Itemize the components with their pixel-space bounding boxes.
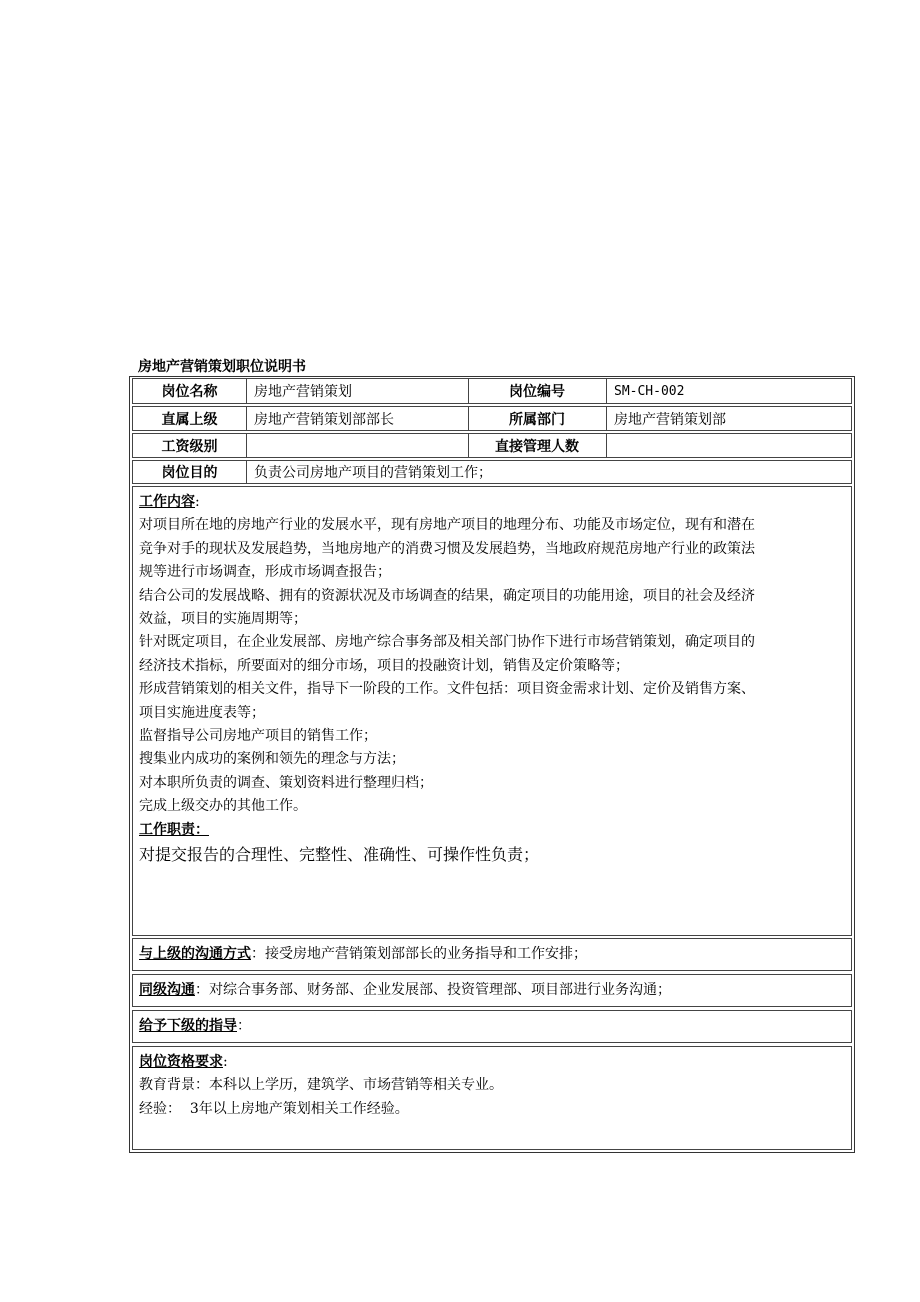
purpose-value: 负责公司房地产项目的营销策划工作； [254, 465, 492, 481]
row-superior [132, 406, 852, 431]
work-content-line: 对本职所负责的调查、策划资料进行整理归档； [139, 774, 433, 791]
education-requirement: 教育背景：本科以上学历，建筑学、市场营销等相关专业。 [139, 1077, 503, 1094]
peer-communication-text: ：对综合事务部、财务部、企业发展部、投资管理部、项目部进行业务沟通； [195, 981, 671, 998]
work-content-heading: 工作内容 [139, 494, 195, 510]
superior-communication-text: ：接受房地产营销策划部部长的业务指导和工作安排； [251, 945, 587, 962]
position-no-value: SM-CH-002 [614, 383, 685, 399]
row-salary [132, 433, 852, 458]
work-content-line: 完成上级交办的其他工作。 [139, 798, 307, 815]
department-value: 房地产营销策划部 [614, 411, 726, 428]
job-description-table [129, 376, 855, 1153]
superior-communication-row [132, 938, 852, 971]
subordinate-guidance-row [132, 1010, 852, 1043]
work-content-line: 经济技术指标，所要面对的细分市场，项目的投融资计划，销售及定价策略等； [139, 657, 629, 674]
work-content-line: 针对既定项目，在企业发展部、房地产综合事务部及相关部门协作下进行市场营销策划，确定项目的 [139, 634, 755, 651]
work-content-line: 效益，项目的实施周期等； [139, 611, 307, 628]
work-duty-text: 对提交报告的合理性、完整性、准确性、可操作性负责； [139, 845, 540, 865]
work-duty-heading: 工作职责： [139, 821, 209, 838]
work-content-section [132, 486, 852, 936]
superior-communication-heading: 与上级的沟通方式 [139, 945, 251, 962]
work-content-line: 结合公司的发展战略、拥有的资源状况及市场调查的结果，确定项目的功能用途，项目的社会及经济 [139, 587, 755, 604]
peer-communication-heading: 同级沟通 [139, 981, 195, 998]
position-name-label: 岗位名称 [161, 384, 218, 400]
qualifications-heading: 岗位资格要求 [139, 1054, 223, 1070]
salary-grade-label: 工资级别 [161, 438, 218, 455]
salary-grade-value [246, 434, 468, 457]
direct-reports-label: 直接管理人数 [495, 438, 579, 455]
work-content-line: 项目实施进度表等； [139, 704, 265, 721]
work-content-line: 对项目所在地的房地产行业的发展水平，现有房地产项目的地理分布、功能及市场定位，现有和潜在 [139, 517, 755, 534]
work-content-line: 竞争对手的现状及发展趋势，当地房地产的消费习惯及发展趋势，当地政府规范房地产行业的政策法 [139, 540, 755, 557]
subordinate-guidance-heading: 给予下级的指导 [139, 1017, 237, 1034]
work-content-colon: : [195, 494, 200, 510]
position-name-value: 房地产营销策划 [254, 384, 352, 400]
document-title: 房地产营销策划职位说明书 [138, 359, 306, 375]
purpose-label: 岗位目的 [161, 465, 218, 481]
work-content-line: 搜集业内成功的案例和领先的理念与方法； [139, 751, 405, 768]
qualifications-colon: : [223, 1054, 228, 1070]
row-position-name [132, 378, 852, 404]
work-content-line: 监督指导公司房地产项目的销售工作； [139, 728, 377, 745]
superior-value: 房地产营销策划部部长 [254, 411, 394, 428]
row-purpose [132, 460, 852, 484]
superior-label: 直属上级 [161, 411, 218, 428]
direct-reports-value [606, 434, 851, 457]
peer-communication-row [132, 974, 852, 1007]
work-content-line: 规等进行市场调查，形成市场调查报告； [139, 564, 391, 581]
subordinate-guidance-text: ： [237, 1017, 251, 1034]
department-label: 所属部门 [509, 411, 565, 428]
qualifications-section [132, 1046, 852, 1150]
position-no-label: 岗位编号 [509, 384, 565, 400]
work-content-line: 形成营销策划的相关文件，指导下一阶段的工作。文件包括：项目资金需求计划、定价及销售方案、 [139, 681, 755, 698]
experience-requirement: 经验： 3年以上房地产策划相关工作经验。 [139, 1100, 409, 1117]
